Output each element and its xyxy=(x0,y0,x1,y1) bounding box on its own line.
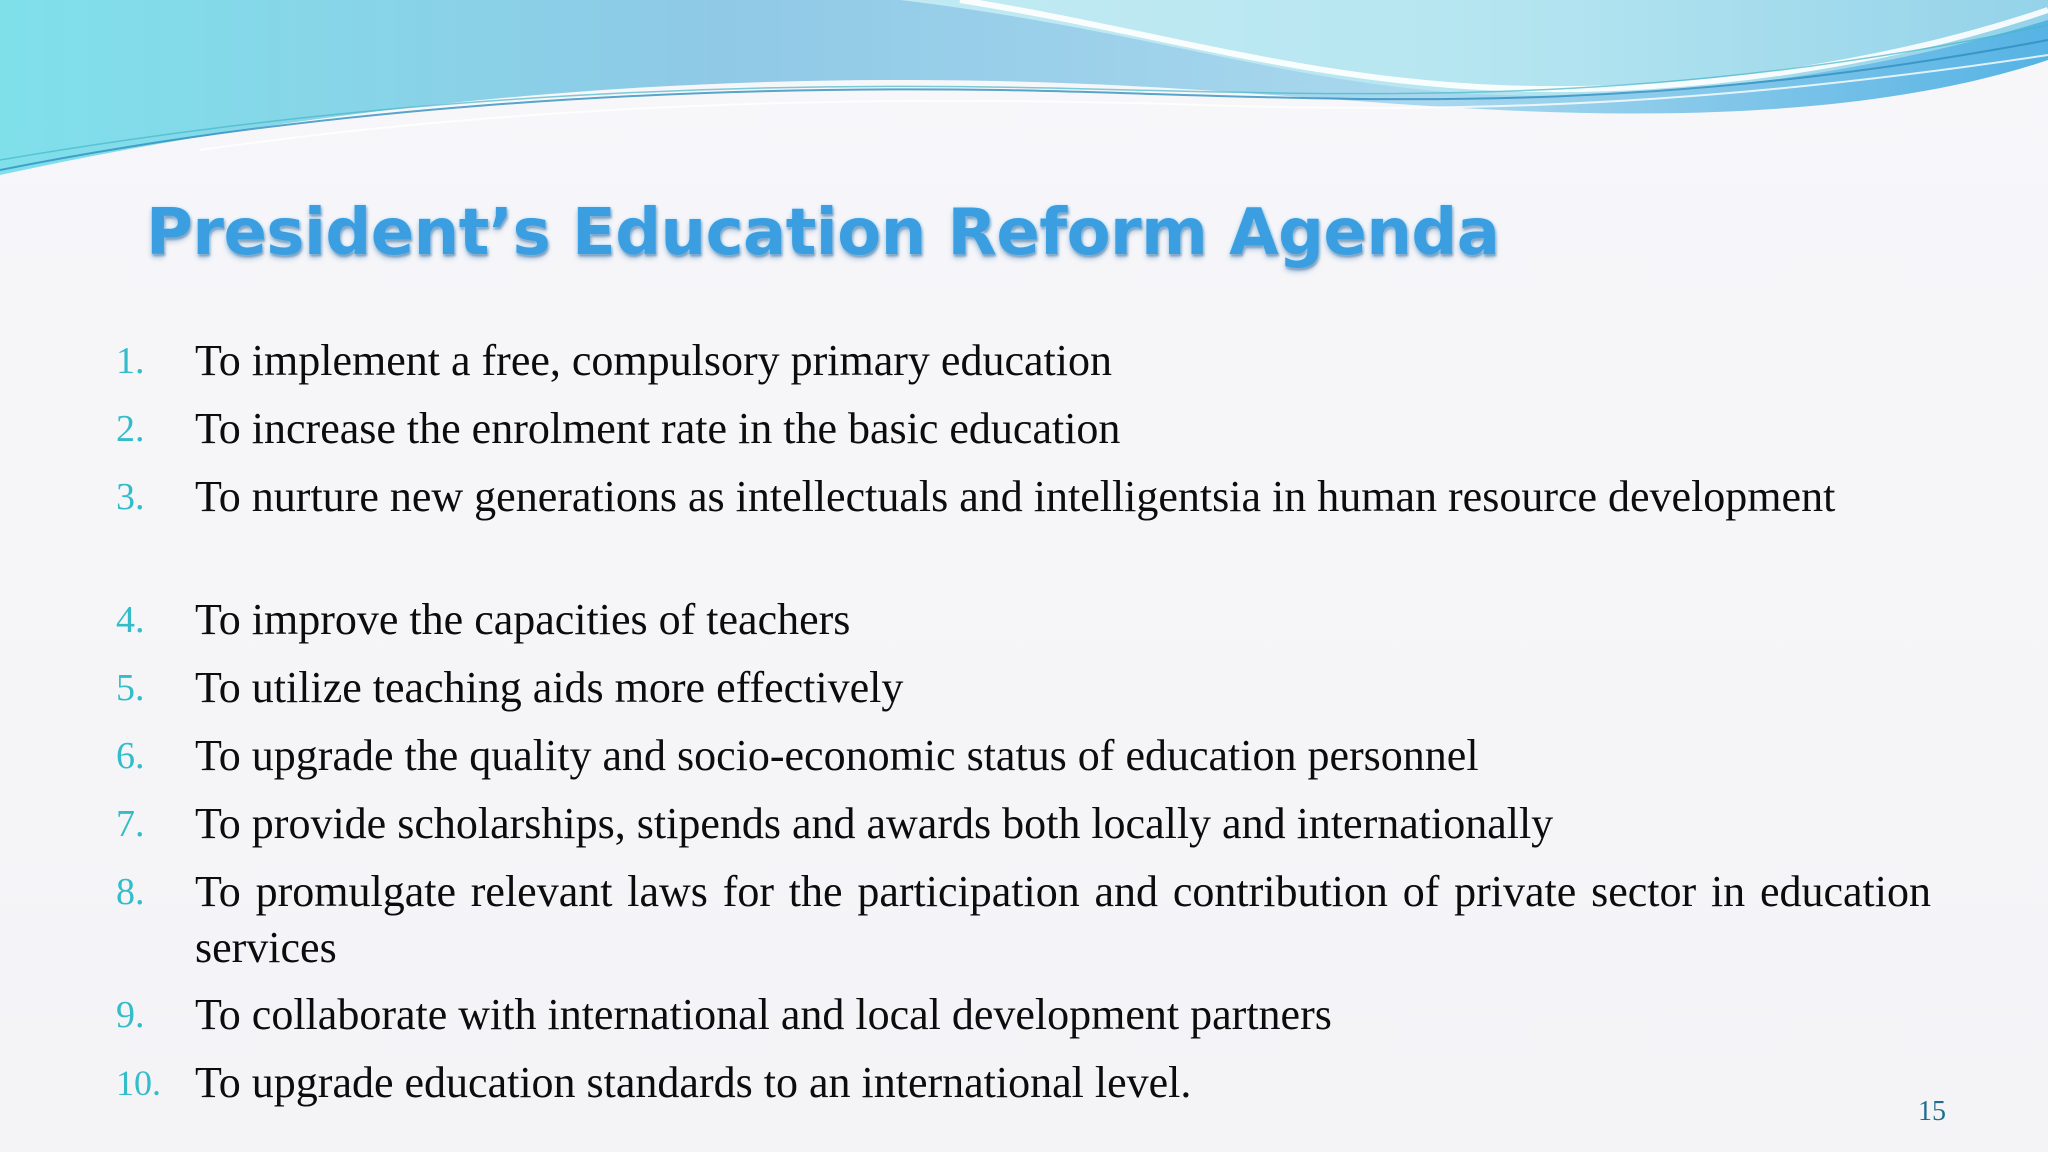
item-text: To upgrade education standards to an international level. xyxy=(195,1058,1192,1107)
item-number: 10. xyxy=(116,1063,161,1103)
item-number: 9. xyxy=(116,994,145,1036)
item-number: 5. xyxy=(116,667,145,709)
item-number: 1. xyxy=(116,340,145,382)
item-text: To collaborate with international and local development partners xyxy=(195,990,1332,1039)
item-text: To upgrade the quality and socio-economic status of education personnel xyxy=(195,731,1479,780)
page-number: 15 xyxy=(1918,1096,1946,1127)
item-number: 3. xyxy=(116,476,145,518)
item-text: To promulgate relevant laws for the participation and contribution of private sector in education services xyxy=(195,867,1931,972)
item-text: To nurture new generations as intellectuals and intelligentsia in human resource development xyxy=(195,472,1836,521)
item-number: 2. xyxy=(116,408,145,450)
item-text: To utilize teaching aids more effectively xyxy=(195,663,904,712)
item-text: To provide scholarships, stipends and awards both locally and internationally xyxy=(195,799,1554,848)
item-text: To increase the enrolment rate in the basic education xyxy=(195,404,1121,453)
item-number: 7. xyxy=(116,803,145,845)
item-text: To implement a free, compulsory primary education xyxy=(195,336,1112,385)
item-number: 4. xyxy=(116,599,145,641)
item-text: To improve the capacities of teachers xyxy=(195,595,851,644)
header-wave-decoration xyxy=(0,0,2048,190)
item-number: 8. xyxy=(116,871,145,913)
slide-title: President’s Education Reform Agenda xyxy=(146,196,1500,270)
item-number: 6. xyxy=(116,735,145,777)
